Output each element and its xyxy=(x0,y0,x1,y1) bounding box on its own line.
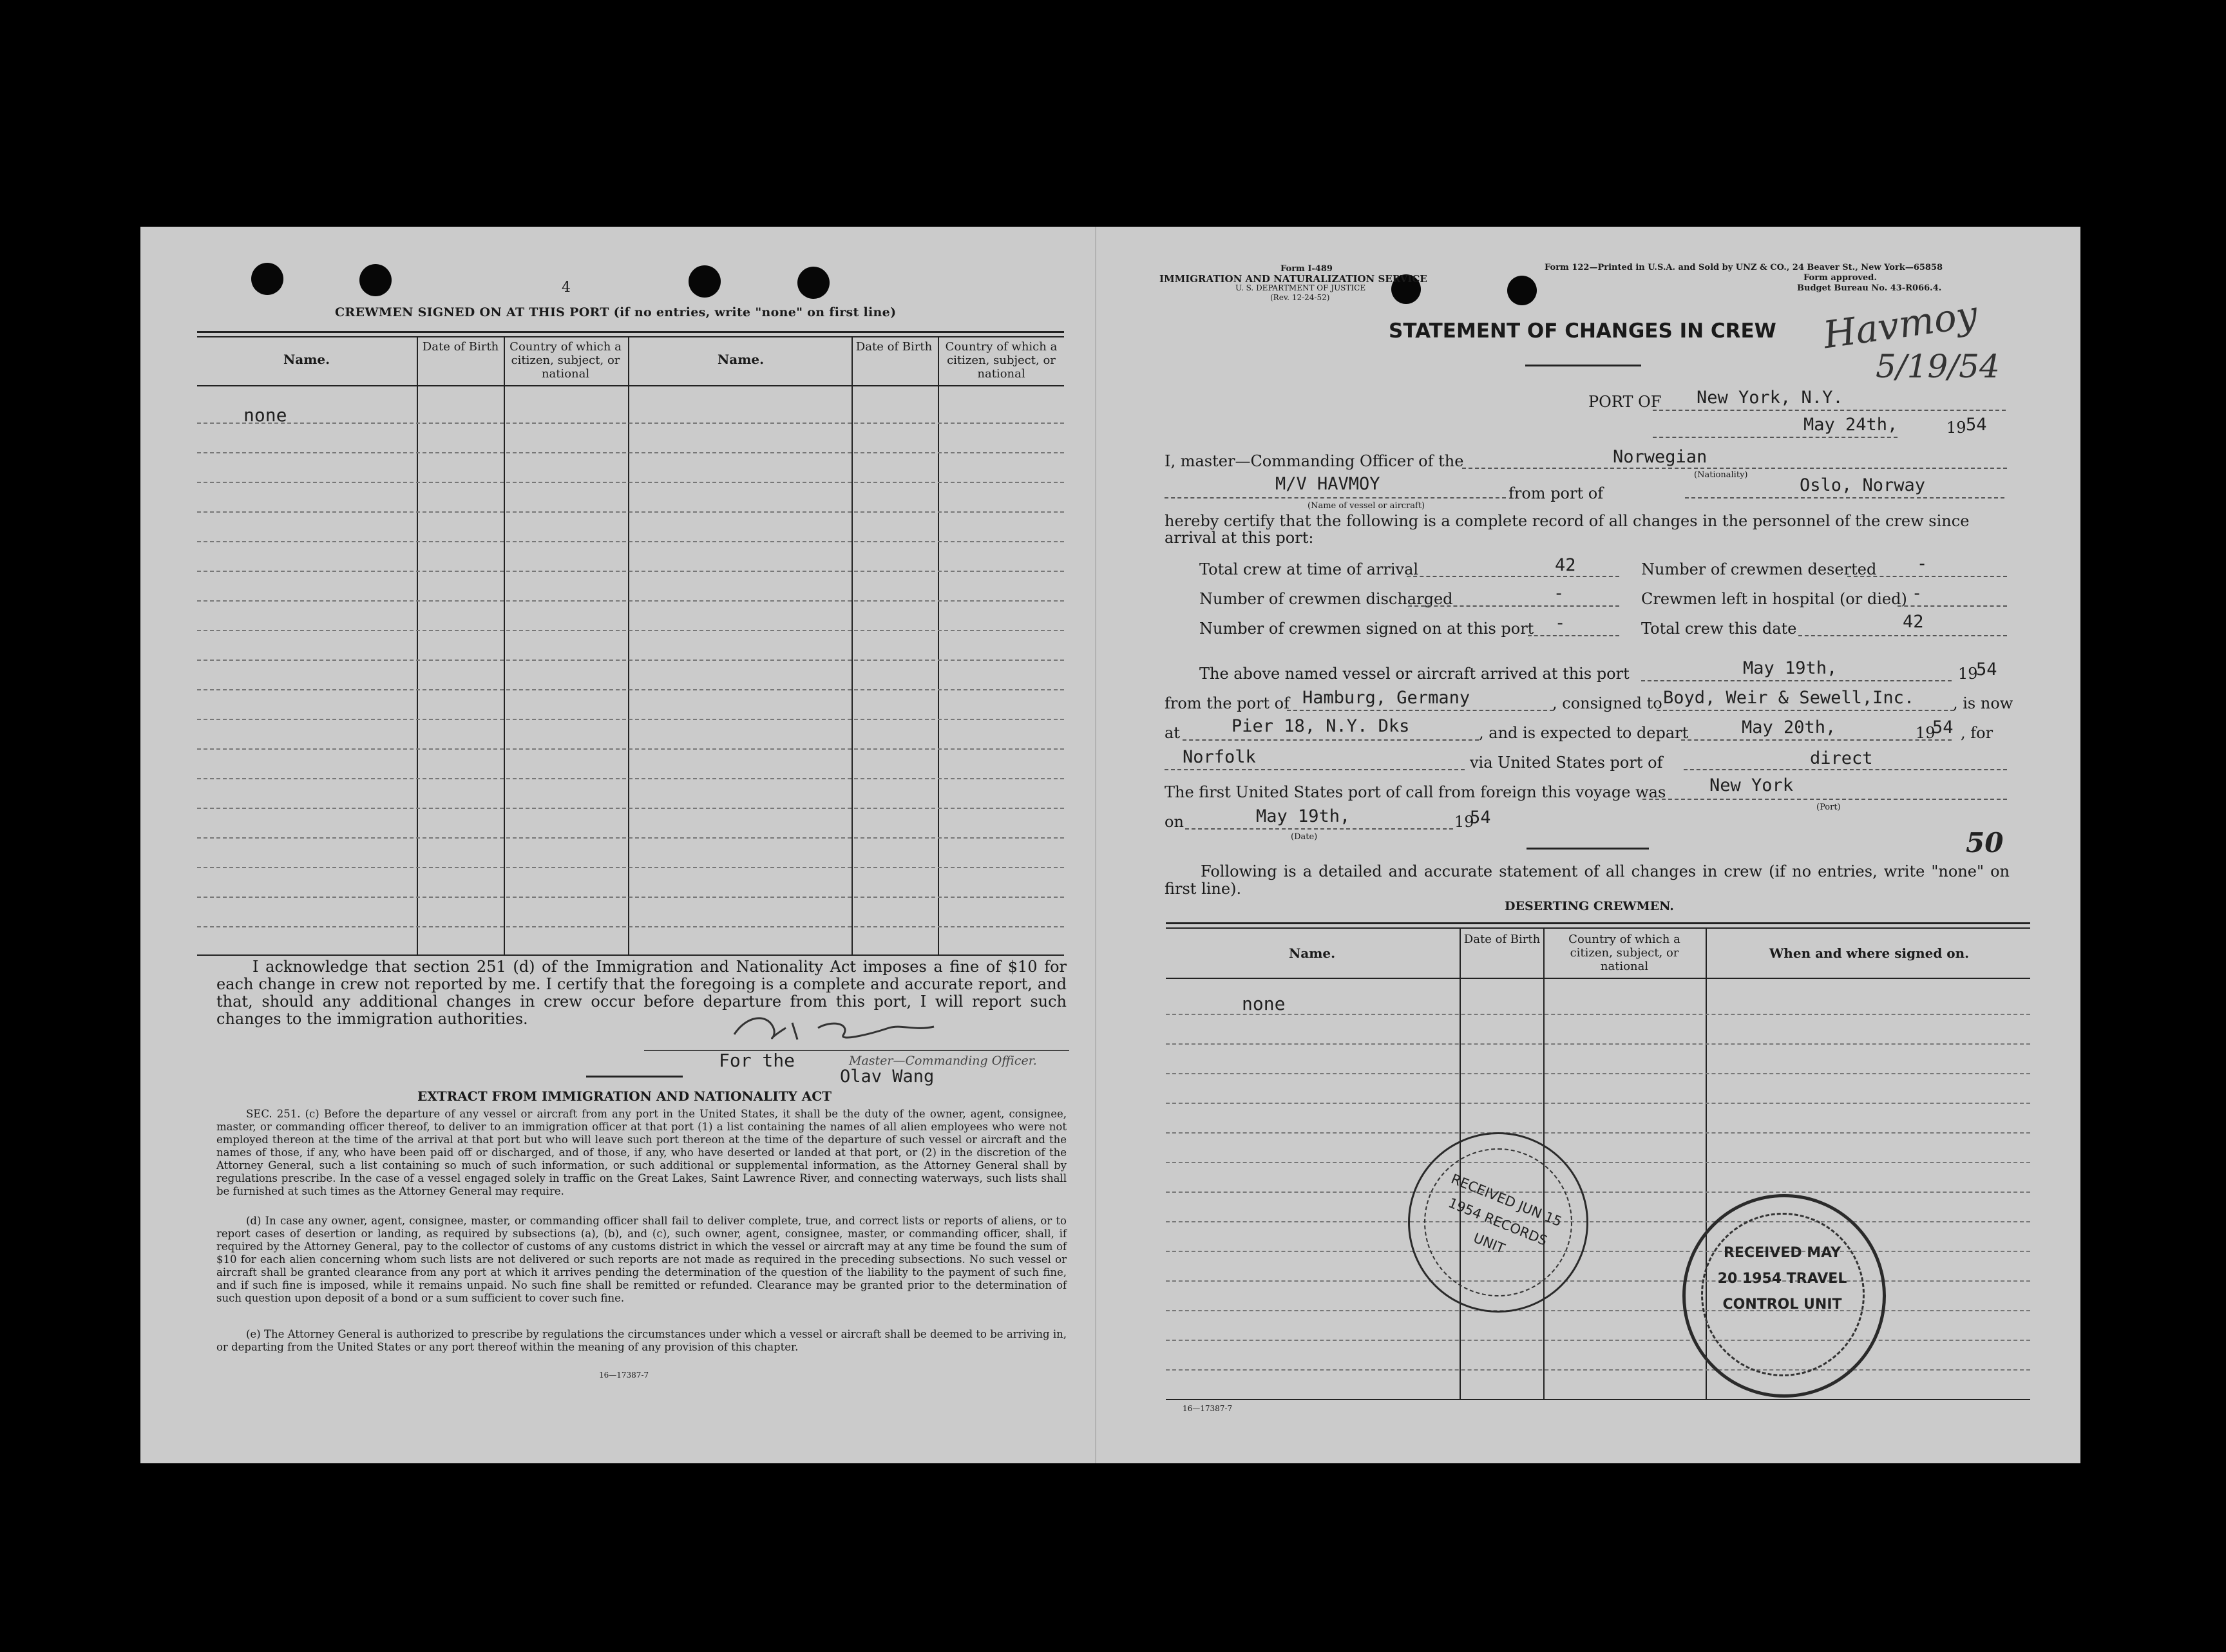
table-row xyxy=(1166,1251,2030,1252)
column-divider xyxy=(417,336,418,954)
column-header-name: Name. xyxy=(1288,945,1336,961)
left-first-entry: none xyxy=(243,404,287,426)
table-top-rule xyxy=(197,336,1064,337)
on-value: May 19th, xyxy=(1256,806,1351,826)
certify-text: hereby certify that the following is a complete record of all changes in the personnel of the crew since arrival at this port: xyxy=(1165,512,1970,547)
column-header-dob: Date of Birth xyxy=(855,340,933,354)
total-date-label: Total crew this date xyxy=(1641,620,1797,638)
table-row xyxy=(1166,1340,2030,1341)
date-value: May 24th, xyxy=(1803,415,1898,435)
table-top-rule xyxy=(197,331,1064,333)
following-text: Following is a detailed and accurate statement of all changes in crew (if no entries, write "none" on first line). xyxy=(1165,862,2010,898)
table-row xyxy=(197,422,1064,424)
fill-line xyxy=(1653,437,1898,438)
vessel-value: M/V HAVMOY xyxy=(1275,474,1380,494)
depart-year-prefix: 19 xyxy=(1916,724,1936,742)
from-the-port-value: Hamburg, Germany xyxy=(1302,688,1470,708)
depart-value: May 20th, xyxy=(1742,717,1836,737)
table-row xyxy=(197,571,1064,572)
column-divider xyxy=(504,336,505,954)
signature-for: For the xyxy=(719,1050,795,1071)
received-stamp-records-text: RECEIVED JUN 15 1954 RECORDS UNIT xyxy=(1446,1171,1565,1257)
at-value: Pier 18, N.Y. Dks xyxy=(1232,716,1410,736)
acknowledgement-text: I acknowledge that section 251 (d) of the Immigration and Nationality Act imposes a fine of $10 for each change in crew not reported by me. I certify that the foregoing is a complete and accurate report, and that, should any additional changes in crew occur before departure from this port, I will report such changes to the immigration authorities. xyxy=(216,958,1067,1028)
column-divider xyxy=(851,336,853,954)
form-title: STATEMENT OF CHANGES IN CREW xyxy=(1389,319,1776,343)
right-footer-code: 16—17387-7 xyxy=(1183,1404,1233,1413)
fill-line xyxy=(1898,605,2007,607)
consigned-label: , consigned to xyxy=(1552,694,1662,712)
extract-heading: EXTRACT FROM IMMIGRATION AND NATIONALITY ACT xyxy=(417,1088,832,1104)
page-fold xyxy=(1095,227,1096,1463)
date-caption: (Date) xyxy=(1291,832,1318,842)
signed-on-value: - xyxy=(1555,613,1566,633)
fill-line xyxy=(1642,799,2007,800)
arrived-year-prefix: 19 xyxy=(1958,665,1978,683)
fill-line xyxy=(1798,635,2007,636)
punch-hole xyxy=(359,264,392,296)
for-label: , for xyxy=(1961,724,1993,742)
table-bottom-rule xyxy=(1166,1399,2030,1400)
column-header-dob: Date of Birth xyxy=(422,340,499,354)
punch-hole xyxy=(1507,276,1537,305)
fill-line xyxy=(1462,468,2007,469)
table-row xyxy=(197,511,1064,513)
consigned-value: Boyd, Weir & Sewell,Inc. xyxy=(1663,688,1915,708)
hospital-label: Crewmen left in hospital (or died) xyxy=(1641,590,1907,608)
table-row xyxy=(1166,1014,2030,1015)
table-row xyxy=(1166,1310,2030,1311)
port-label: PORT OF xyxy=(1588,393,1662,411)
revision: (Rev. 12-24-52) xyxy=(1270,293,1330,302)
separator-rule xyxy=(1527,848,1649,850)
column-header-dob: Date of Birth xyxy=(1463,933,1541,946)
form-number: Form I-489 xyxy=(1280,264,1333,274)
table-row xyxy=(197,660,1064,661)
table-row xyxy=(1166,1369,2030,1371)
table-row xyxy=(197,719,1064,720)
fill-line xyxy=(1287,710,1554,711)
date-year: 54 xyxy=(1966,415,1987,435)
via-label: via United States port of xyxy=(1470,754,1663,772)
punch-hole xyxy=(797,267,830,299)
on-year-prefix: 19 xyxy=(1454,813,1474,831)
fill-line xyxy=(1165,769,1465,770)
port-value: New York, N.Y. xyxy=(1697,388,1843,408)
table-row xyxy=(1166,1162,2030,1163)
arrived-year: 54 xyxy=(1976,660,1997,679)
fill-line xyxy=(1528,635,1619,636)
punch-hole xyxy=(251,263,283,295)
extract-paragraph-d: (d) In case any owner, agent, consignee, master, or commanding officer shall fail to deliver complete, true, and correct lists or reports of aliens, or to report cases of desertion or landing, as required by subsections (a), (b), and (c), such owner, agent, consignee, master, or commanding officer, shall, if required by the Attorney General, pay to the collector of customs of any customs district in which the vessel or aircraft may at any time be found the sum of $10 for each alien concerning whom such lists are not delivered or such reports are not made as required in the preceding subsections. No such vessel or aircraft shall be granted clearance from any port at which it arrives pending the determination of the question of the liability to the payment of such fine, and if such fine is imposed, while it remains unpaid. No such fine shall be remitted or refunded. Clearance may be granted prior to the determination of such question upon deposit of a bond or a sum sufficient to cover such fine. xyxy=(216,1215,1067,1304)
handwritten-ship-name: Havmoy xyxy=(1820,292,1981,357)
arrived-value: May 19th, xyxy=(1743,658,1838,678)
from-the-port-label: from the port of xyxy=(1165,694,1290,712)
table-row xyxy=(197,778,1064,779)
printer-note: Form 122—Printed in U.S.A. and Sold by UNZ & CO., 24 Beaver St., New York—65858 xyxy=(1545,263,1943,272)
table-row xyxy=(197,897,1064,898)
table-row xyxy=(197,867,1064,868)
table-bottom-rule xyxy=(197,954,1064,956)
agency: IMMIGRATION AND NATURALIZATION SERVICE xyxy=(1159,273,1427,285)
master-text: I, master—Commanding Officer of the xyxy=(1165,452,1464,470)
destination-value: Norfolk xyxy=(1183,747,1256,767)
column-header-when-where: When and where signed on. xyxy=(1769,945,1970,961)
fill-line xyxy=(1185,828,1453,830)
table-row xyxy=(197,689,1064,690)
table-top-rule xyxy=(1166,922,2030,924)
from-port-value: Oslo, Norway xyxy=(1800,475,1926,495)
fill-line xyxy=(1681,739,1952,741)
vessel-caption: (Name of vessel or aircraft) xyxy=(1308,501,1425,511)
expected-label: , and is expected to depart xyxy=(1479,724,1689,742)
fill-line xyxy=(1684,769,2007,770)
on-year: 54 xyxy=(1470,808,1491,828)
table-row xyxy=(1166,1132,2030,1134)
fill-line xyxy=(1685,497,2004,498)
extract-paragraph-e: (e) The Attorney General is authorized to prescribe by regulations the circumstances under which a vessel or aircraft shall be deemed to be arriving in, or departing from the United States or any port thereof within the meaning of any provision of this chapter. xyxy=(216,1328,1067,1353)
department: U. S. DEPARTMENT OF JUSTICE xyxy=(1235,283,1366,292)
on-label: on xyxy=(1165,813,1184,831)
table-row xyxy=(197,808,1064,809)
table-row xyxy=(197,600,1064,602)
nationality-caption: (Nationality) xyxy=(1694,470,1748,480)
fill-line xyxy=(1653,410,2006,411)
fill-line xyxy=(1847,576,2007,577)
discharged-label: Number of crewmen discharged xyxy=(1199,590,1453,608)
deserted-label: Number of crewmen deserted xyxy=(1641,560,1877,578)
table-row xyxy=(1166,1073,2030,1074)
from-port-label: from port of xyxy=(1508,484,1604,502)
left-footer-code: 16—17387-7 xyxy=(599,1371,649,1380)
fill-line xyxy=(1641,680,1952,681)
fill-line xyxy=(1183,739,1479,741)
handwritten-date: 5/19/54 xyxy=(1876,348,2000,385)
master-signature xyxy=(721,1009,992,1049)
table-header-rule xyxy=(197,385,1064,386)
table-row xyxy=(197,482,1064,483)
column-header-country: Country of which a citizen, subject, or national xyxy=(509,340,622,381)
extract-paragraph-c: SEC. 251. (c) Before the departure of any vessel or aircraft from any port in the United States, it shall be the duty of the owner, agent, consignee, master, or commanding officer thereof, to deliver to an immigration officer at that port (1) a list containing the names of all alien employees who were not employed thereon at the time of the arrival at that port but who will leave such port thereon at the time of the departure of such vessel or aircraft and the names of those, if any, who have been paid off or discharged, and of those, if any, who have deserted or landed at that port, or (2) in the discretion of the Attorney General, such a list containing so much of such information, or such additional or supplemental information, as the Attorney General shall by regulations prescribe. In the case of a vessel engaged solely in traffic on the Great Lakes, Saint Lawrence River, and connecting waterways, such lists shall be furnished at such times as the Attorney General may require. xyxy=(216,1108,1067,1197)
arrived-text: The above named vessel or aircraft arrived at this port xyxy=(1199,665,1630,683)
column-divider xyxy=(628,336,629,954)
separator-rule xyxy=(586,1076,683,1078)
first-port-value: New York xyxy=(1709,775,1794,795)
at-label: at xyxy=(1165,724,1180,742)
table-header-rule xyxy=(1166,978,2030,979)
signature-caption: Master—Commanding Officer. xyxy=(849,1054,1037,1068)
depart-year: 54 xyxy=(1932,717,1954,737)
budget-bureau: Budget Bureau No. 43-R066.4. xyxy=(1797,283,1942,293)
first-port-label: The first United States port of call from foreign this voyage was xyxy=(1165,783,1666,801)
title-rule xyxy=(1525,365,1641,366)
table-row xyxy=(197,541,1064,542)
fill-line xyxy=(1657,710,1954,711)
punch-hole xyxy=(689,265,721,298)
table-row xyxy=(1166,1221,2030,1222)
left-heading: CREWMEN SIGNED ON AT THIS PORT (if no entries, write "none" on first line) xyxy=(335,305,897,319)
date-year-prefix: 19 xyxy=(1946,419,1966,437)
table-top-rule xyxy=(1166,927,2030,929)
fill-line xyxy=(1407,576,1619,577)
signed-on-label: Number of crewmen signed on at this port xyxy=(1199,620,1534,638)
table-row xyxy=(197,837,1064,839)
column-header-country: Country of which a citizen, subject, or national xyxy=(1568,933,1680,973)
is-now: , is now xyxy=(1953,694,2013,712)
right-first-entry: none xyxy=(1242,993,1286,1014)
table-row xyxy=(197,452,1064,453)
column-header-name: Name. xyxy=(717,352,765,367)
form-approved: Form approved. xyxy=(1803,273,1877,283)
total-arrival-value: 42 xyxy=(1555,555,1576,575)
table-row xyxy=(1166,1280,2030,1282)
total-arrival-label: Total crew at time of arrival xyxy=(1199,560,1419,578)
table-row xyxy=(197,630,1064,631)
via-value: direct xyxy=(1810,748,1873,768)
column-header-name: Name. xyxy=(283,352,330,367)
page-number: 4 xyxy=(562,280,571,296)
table-row xyxy=(1166,1043,2030,1045)
fill-line xyxy=(1408,605,1619,607)
received-stamp-travel-text: RECEIVED MAY 20 1954 TRAVEL CONTROL UNIT xyxy=(1717,1245,1847,1313)
deserted-value: - xyxy=(1917,554,1928,574)
total-date-value: 42 xyxy=(1903,612,1924,632)
table-row xyxy=(1166,1103,2030,1104)
port-caption: (Port) xyxy=(1816,802,1841,812)
nationality-value: Norwegian xyxy=(1613,447,1708,467)
signature-line xyxy=(644,1050,1069,1051)
handwritten-number: 50 xyxy=(1966,827,2004,859)
hospital-value: - xyxy=(1912,584,1923,603)
column-header-country: Country of which a citizen, subject, or national xyxy=(945,340,1058,381)
fill-line xyxy=(1165,497,1506,498)
column-divider xyxy=(938,336,939,954)
deserting-heading: DESERTING CREWMEN. xyxy=(1505,899,1674,913)
table-row xyxy=(197,748,1064,750)
table-row xyxy=(197,926,1064,927)
discharged-value: - xyxy=(1554,584,1565,603)
signature-name: Olav Wang xyxy=(840,1067,935,1087)
